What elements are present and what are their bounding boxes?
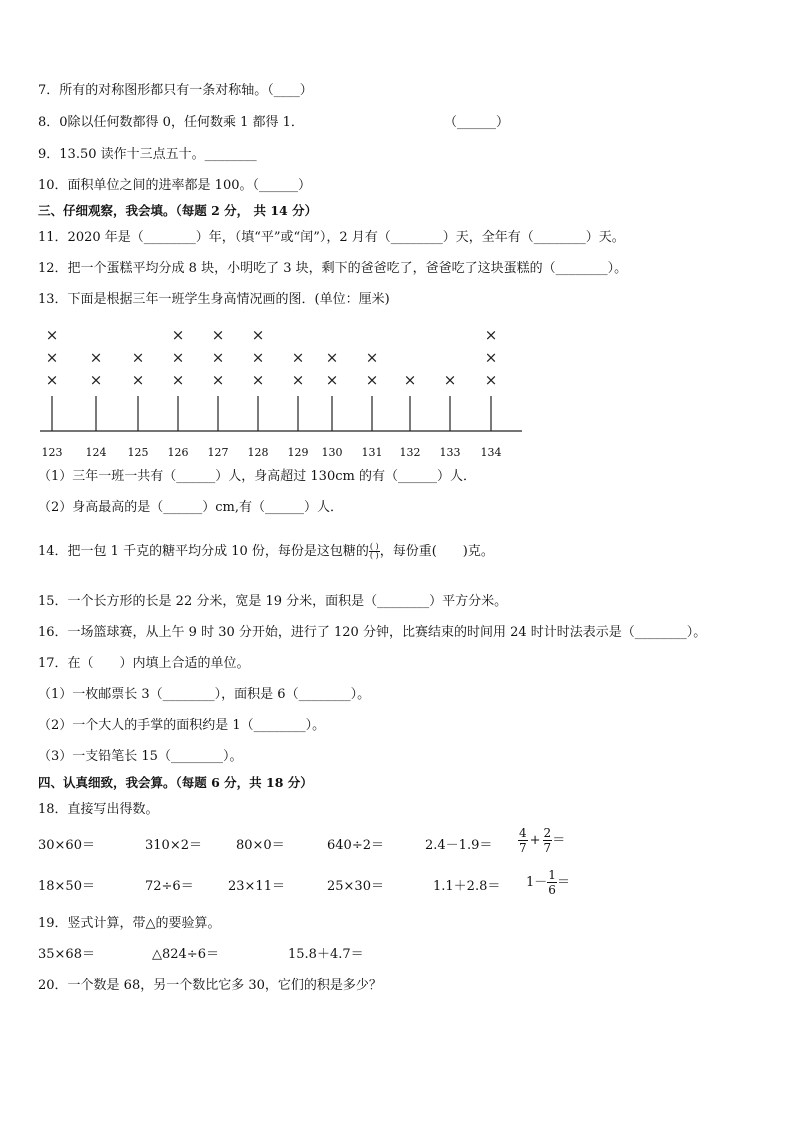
q11: 11．2020 年是（________）年，（填“平”或“闰”），2 月有（________）天，全年有（________）天。: [38, 230, 625, 245]
equals-sign: ＝: [552, 832, 566, 848]
plot-marker: ×: [365, 371, 379, 389]
fraction-a: [518, 826, 528, 855]
plot-tick-label: 134: [480, 446, 502, 459]
calc-fraction-diff: [526, 868, 570, 897]
plot-marker: ×: [45, 348, 59, 367]
calc-item: 18×50＝: [38, 879, 95, 894]
plot-tick-label: 129: [287, 446, 309, 459]
q17-part-3: （3）一支铅笔长 15（________）。: [38, 749, 243, 764]
fraction-c-num: 1: [548, 868, 556, 882]
q14-frac-numerator: ( ): [369, 542, 379, 551]
plot-marker: ×: [211, 348, 225, 367]
fraction-b: [543, 826, 553, 855]
plot-marker: ×: [131, 371, 145, 389]
plot-marker: ×: [325, 371, 339, 389]
q7: 7．所有的对称图形都只有一条对称轴。（____）: [38, 83, 313, 98]
fraction-b-den: 7: [543, 841, 552, 855]
q9: 9．13.50 读作十三点五十。________: [38, 147, 257, 162]
plot-marker: ×: [443, 371, 457, 389]
q10: 10．面积单位之间的进率都是 100。（______）: [38, 178, 311, 193]
q8-answer-blank: （______）: [444, 115, 510, 130]
q13: 13．下面是根据三年一班学生身高情况画的图．(单位：厘米): [38, 292, 390, 307]
plot-marker: ×: [291, 348, 305, 367]
q14-text-b: ，每份重( )克。: [379, 544, 494, 559]
calc-item: 640÷2＝: [327, 838, 384, 853]
calc-item: 30×60＝: [38, 838, 95, 853]
q15: 15．一个长方形的长是 22 分米，宽是 19 分米，面积是（________）平方分米。: [38, 594, 508, 609]
plot-marker: ×: [365, 348, 379, 367]
minus-sign: －: [534, 874, 548, 890]
fraction-a-num: 4: [519, 826, 527, 840]
plot-marker: ×: [131, 348, 145, 367]
q17-part-2: （2）一个大人的手掌的面积约是 1（________）。: [38, 718, 326, 733]
plot-marker: ×: [211, 371, 225, 389]
calc-item: 15.8＋4.7＝: [288, 947, 364, 962]
plot-marker: ×: [45, 371, 59, 389]
plot-marker: ×: [484, 371, 498, 389]
fraction-c: [547, 868, 557, 897]
plot-marker: ×: [251, 371, 265, 389]
calc-item: 80×0＝: [236, 838, 285, 853]
plot-marker: ×: [89, 371, 103, 389]
plot-marker: ×: [291, 371, 305, 389]
section-4-heading: 四、认真细致，我会算。（每题 6 分，共 18 分）: [38, 775, 313, 790]
q17-part-1: （1）一枚邮票长 3（________），面积是 6（________）。: [38, 687, 371, 702]
plus-sign: +: [529, 832, 541, 848]
calc-item: 72÷6＝: [145, 879, 194, 894]
q13-part-1: （1）三年一班一共有（______）人，身高超过 130cm 的有（______）人．: [38, 469, 476, 484]
plot-marker: ×: [211, 328, 225, 344]
q14-text-a: 14．把一包 1 千克的糖平均分成 10 份，每份是这包糖的: [38, 544, 369, 559]
plot-marker: ×: [484, 328, 498, 344]
plot-marker: ×: [171, 328, 185, 344]
fraction-c-den: 6: [548, 883, 556, 897]
q18: 18．直接写出得数。: [38, 802, 159, 817]
calc-item: △824÷6＝: [152, 947, 219, 962]
plot-marker: ×: [89, 348, 103, 367]
plot-marker: ×: [171, 371, 185, 389]
q14-frac-denominator: ( ): [369, 551, 379, 560]
calc-item: 25×30＝: [327, 879, 384, 894]
q14: [38, 543, 494, 561]
calc-item: 23×11＝: [228, 879, 285, 894]
plot-tick-label: 123: [41, 446, 63, 459]
plot-tick-label: 131: [361, 446, 383, 459]
plot-marker: ×: [171, 348, 185, 367]
plot-tick-label: 128: [247, 446, 269, 459]
fraction-b-num: 2: [543, 826, 552, 840]
q8: [38, 114, 510, 132]
plot-tick-label: 127: [207, 446, 229, 459]
equals-sign: ＝: [556, 874, 570, 890]
plot-tick-label: 125: [127, 446, 149, 459]
plot-tick-label: 126: [167, 446, 189, 459]
plot-tick-label: 133: [439, 446, 461, 459]
section-3-heading: 三、仔细观察，我会填。（每题 2 分， 共 14 分）: [38, 203, 318, 218]
q16: 16．一场篮球赛，从上午 9 时 30 分开始，进行了 120 分钟，比赛结束的时间用 24 时计时法表示是（________）。: [38, 625, 707, 640]
q20: 20．一个数是 68，另一个数比它多 30，它们的积是多少？: [38, 978, 382, 993]
fraction-a-den: 7: [519, 841, 527, 855]
plot-marker: ×: [403, 371, 417, 389]
calc-item: 1.1＋2.8＝: [433, 879, 501, 894]
plot-marker: ×: [251, 328, 265, 344]
height-dot-plot: [36, 328, 536, 463]
calc-item: 310×2＝: [145, 838, 202, 853]
q14-fraction: [369, 543, 380, 560]
whole-number: 1: [526, 874, 535, 890]
calc-item: 35×68＝: [38, 947, 95, 962]
q8-text: 8．0除以任何数都得 0，任何数乘 1 都得 1．: [38, 115, 304, 130]
plot-tick-label: 132: [399, 446, 421, 459]
plot-marker: ×: [45, 328, 59, 344]
q12: 12．把一个蛋糕平均分成 8 块，小明吃了 3 块，剩下的爸爸吃了，爸爸吃了这块蛋糕的（________）。: [38, 261, 628, 276]
calc-fraction-sum: [518, 826, 565, 855]
plot-marker: ×: [251, 348, 265, 367]
plot-marker: ×: [484, 348, 498, 367]
q13-part-2: （2）身高最高的是（______）cm,有（______）人．: [38, 500, 344, 515]
q17: 17．在（ ）内填上合适的单位。: [38, 656, 250, 671]
q19: 19．竖式计算，带△的要验算。: [38, 916, 221, 931]
plot-tick-label: 130: [321, 446, 343, 459]
plot-tick-label: 124: [85, 446, 107, 459]
plot-marker: ×: [325, 348, 339, 367]
calc-item: 2.4－1.9＝: [425, 838, 493, 853]
